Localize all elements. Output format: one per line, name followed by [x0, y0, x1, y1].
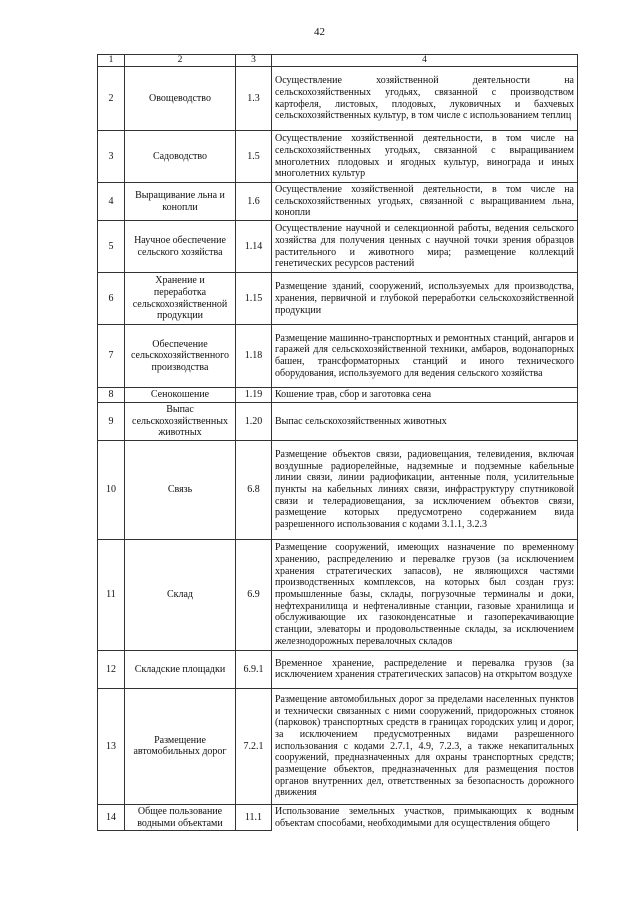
row-number: 12: [98, 650, 125, 688]
use-type-description: Осуществление научной и селекционной работы, ведения сельского хозяйства для получения ценных с научной точки зрения образцов растительного и животного мира; размещение коллекций генетических ресурсов растений: [272, 221, 578, 273]
use-type-code: 1.19: [236, 388, 272, 403]
row-number: 4: [98, 183, 125, 221]
use-type-code: 1.20: [236, 402, 272, 440]
row-number: 11: [98, 539, 125, 650]
table-row: [98, 183, 578, 221]
use-type-name: Выращивание льна и конопли: [125, 183, 236, 221]
use-type-name: Выпас сельскохозяйственных животных: [125, 402, 236, 440]
use-type-name: Складские площадки: [125, 650, 236, 688]
use-type-description: Использование земельных участков, примыкающих к водным объектам способами, необходимыми для осуществления общего: [272, 804, 578, 830]
row-number: 5: [98, 221, 125, 273]
use-type-description: Размещение машинно-транспортных и ремонтных станций, ангаров и гаражей для сельскохозяйственной техники, амбаров, водонапорных башен, трансформаторных станций и иного технического оборудования, используемого для ведения сельского хозяйства: [272, 325, 578, 388]
use-type-code: 6.9: [236, 539, 272, 650]
row-number: 3: [98, 131, 125, 183]
column-header: 2: [125, 55, 236, 67]
use-type-code: 6.8: [236, 440, 272, 539]
row-number: 13: [98, 688, 125, 804]
use-type-code: 11.1: [236, 804, 272, 830]
use-type-description: Размещение объектов связи, радиовещания, телевидения, включая воздушные радиорелейные, надземные и подземные кабельные линии связи, линии радиофикации, антенные поля, усилительные пункты на кабельных линиях связи, инфраструктуру спутниковой связи и телерадиовещания, за исключением объектов связи, размещение которых предусмотрено содержанием вида разрешенного использования с кодами 3.1.1, 3.2.3: [272, 440, 578, 539]
use-type-name: Хранение и переработка сельскохозяйственной продукции: [125, 273, 236, 325]
use-type-code: 6.9.1: [236, 650, 272, 688]
use-type-name: Научное обеспечение сельского хозяйства: [125, 221, 236, 273]
row-number: 10: [98, 440, 125, 539]
page-number: 42: [314, 26, 325, 38]
table-row: [98, 402, 578, 440]
use-type-name: Общее пользование водными объектами: [125, 804, 236, 830]
table-row: [98, 273, 578, 325]
use-type-description: Размещение сооружений, имеющих назначение по временному хранению, распределению и перевалке грузов (за исключением хранения стратегических запасов), не являющихся частями производственных комплексов, на которых был создан груз: промышленные базы, склады, погрузочные терминалы и доки, нефтехранилища и нефтеналивные станции, газовые хранилища и обслуживающие их газоконденсатные и газоперекачивающие станции, элеваторы и продовольственные склады, за исключением железнодорожных перевалочных складов: [272, 539, 578, 650]
use-type-code: 7.2.1: [236, 688, 272, 804]
column-header: 1: [98, 55, 125, 67]
row-number: 9: [98, 402, 125, 440]
use-type-name: Овощеводство: [125, 67, 236, 131]
row-number: 8: [98, 388, 125, 403]
use-type-code: 1.18: [236, 325, 272, 388]
row-number: 14: [98, 804, 125, 830]
use-type-description: Кошение трав, сбор и заготовка сена: [272, 388, 578, 403]
use-type-name: Обеспечение сельскохозяйственного производства: [125, 325, 236, 388]
use-type-code: 1.14: [236, 221, 272, 273]
use-type-code: 1.5: [236, 131, 272, 183]
use-type-description: Размещение автомобильных дорог за пределами населенных пунктов и технически связанных с ними сооружений, придорожных стоянок (парковок) транспортных средств в границах городских улиц и дорог, за исключением предусмотренных видами разрешенного использования с кодами 2.7.1, 4.9, 7.2.3, а также некапитальных сооружений, предназначенных для охраны транспортных средств; размещение объектов, предназначенных для размещения постов органов внутренних дел, ответственных за безопасность дорожного движения: [272, 688, 578, 804]
row-number: 7: [98, 325, 125, 388]
table-row: [98, 388, 578, 403]
column-header: 4: [272, 55, 578, 67]
use-type-name: Сенокошение: [125, 388, 236, 403]
use-type-code: 1.6: [236, 183, 272, 221]
use-type-description: Размещение зданий, сооружений, используемых для производства, хранения, первичной и глубокой переработки сельскохозяйственной продукции: [272, 273, 578, 325]
table-header-row: [98, 55, 578, 67]
use-type-description: Осуществление хозяйственной деятельности, в том числе на сельскохозяйственных угодьях, связанной с выращиванием многолетних плодовых и ягодных культур, винограда и иных многолетних культур: [272, 131, 578, 183]
use-type-code: 1.15: [236, 273, 272, 325]
use-type-name: Размещение автомобильных дорог: [125, 688, 236, 804]
table-row: [98, 67, 578, 131]
use-type-description: Выпас сельскохозяйственных животных: [272, 402, 578, 440]
use-type-description: Осуществление хозяйственной деятельности, в том числе на сельскохозяйственных угодьях, связанной с выращиванием льна, конопли: [272, 183, 578, 221]
use-type-description: Осуществление хозяйственной деятельности на сельскохозяйственных угодьях, связанной с производством картофеля, листовых, плодовых, луковичных и бахчевых сельскохозяйственных культур, в том числе с использованием теплиц: [272, 67, 578, 131]
use-type-name: Склад: [125, 539, 236, 650]
land-use-table: [97, 54, 578, 831]
table-row: [98, 804, 578, 830]
table-row: [98, 325, 578, 388]
row-number: 2: [98, 67, 125, 131]
use-type-name: Садоводство: [125, 131, 236, 183]
table-row: [98, 539, 578, 650]
table-row: [98, 688, 578, 804]
table-row: [98, 650, 578, 688]
table-row: [98, 221, 578, 273]
use-type-code: 1.3: [236, 67, 272, 131]
table-row: [98, 440, 578, 539]
use-type-description: Временное хранение, распределение и перевалка грузов (за исключением хранения стратегических запасов) на открытом воздухе: [272, 650, 578, 688]
table-row: [98, 131, 578, 183]
column-header: 3: [236, 55, 272, 67]
row-number: 6: [98, 273, 125, 325]
use-type-name: Связь: [125, 440, 236, 539]
